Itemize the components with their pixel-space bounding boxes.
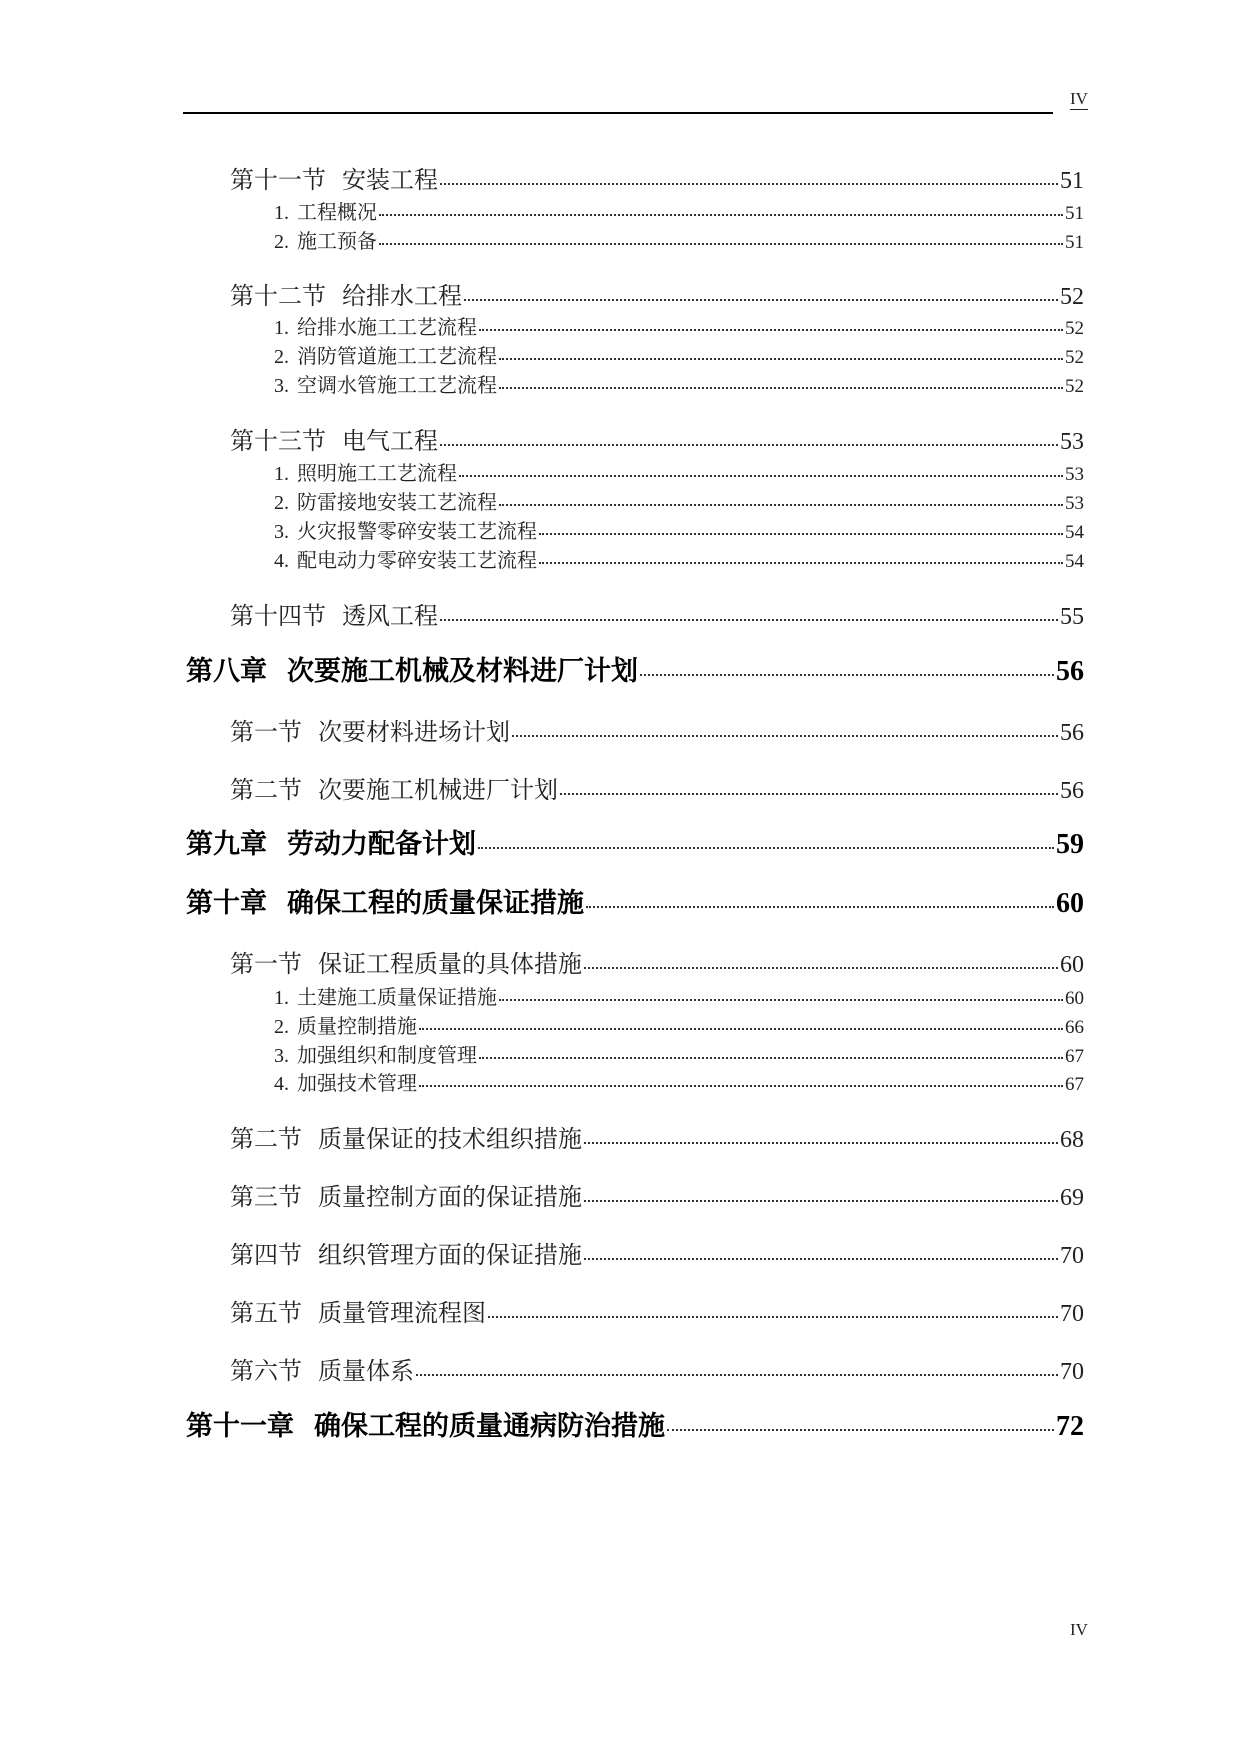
- toc-entry-heading: [230, 1293, 486, 1328]
- toc-subsection-entry[interactable]: [274, 457, 1084, 486]
- toc-page-number: 52: [1065, 347, 1084, 368]
- toc-entry-title: 确保工程的质量保证措施: [287, 888, 584, 919]
- toc-entry-title: 质量管理流程图: [318, 1299, 486, 1327]
- toc-entry-heading: [230, 712, 510, 747]
- toc-entry-number: 3.: [274, 375, 289, 397]
- toc-entry-number: 第十一章: [186, 1411, 294, 1442]
- toc-section-entry[interactable]: [230, 712, 1084, 747]
- toc-leader-dots: [379, 199, 1063, 219]
- toc-page-number: 56: [1060, 778, 1084, 804]
- toc-subsection-entry[interactable]: [274, 196, 1084, 225]
- toc-leader-dots: [379, 228, 1063, 248]
- toc-leader-dots: [539, 518, 1063, 538]
- toc-entry-title: 透风工程: [342, 602, 438, 630]
- toc-subsection-entry[interactable]: [274, 369, 1084, 398]
- toc-page-number: 54: [1065, 522, 1084, 543]
- toc-leader-dots: [584, 948, 1058, 972]
- toc-entry-title: 火灾报警零碎安装工艺流程: [297, 519, 537, 543]
- toc-leader-dots: [419, 1013, 1063, 1033]
- toc-entry-heading: [186, 649, 638, 688]
- toc-entry-number: 1.: [274, 202, 289, 224]
- toc-subsection-entry[interactable]: [274, 1067, 1084, 1096]
- toc-entry-title: 保证工程质量的具体措施: [318, 950, 582, 978]
- toc-entry-heading: [274, 1039, 477, 1068]
- toc-entry-number: 第八章: [186, 656, 267, 687]
- toc-entry-heading: [230, 1177, 582, 1212]
- toc-page-number: 70: [1060, 1243, 1084, 1269]
- toc-entry-heading: [186, 1404, 665, 1443]
- toc-entry-heading: [274, 311, 477, 340]
- toc-section-entry[interactable]: [230, 276, 1084, 311]
- toc-page-number: 66: [1065, 1017, 1084, 1038]
- toc-leader-dots: [539, 547, 1063, 567]
- toc-leader-dots: [419, 1070, 1063, 1090]
- toc-entry-number: 3.: [274, 1045, 289, 1067]
- toc-entry-number: 1.: [274, 463, 289, 485]
- toc-page-number: 54: [1065, 551, 1084, 572]
- toc-entry-heading: [274, 457, 457, 486]
- toc-entry-heading: [274, 544, 537, 573]
- toc-entry-number: 第五节: [230, 1299, 302, 1327]
- toc-entry-heading: [186, 822, 476, 861]
- toc-entry-number: 1.: [274, 987, 289, 1009]
- toc-leader-dots: [499, 372, 1063, 392]
- toc-entry-title: 给排水施工工艺流程: [297, 315, 477, 339]
- toc-subsection-entry[interactable]: [274, 340, 1084, 369]
- toc-section-entry[interactable]: [230, 1177, 1084, 1212]
- toc-leader-dots: [488, 1297, 1058, 1321]
- toc-leader-dots: [479, 1042, 1063, 1062]
- toc-leader-dots: [584, 1239, 1058, 1263]
- toc-page-number: 52: [1060, 284, 1084, 310]
- toc-entry-number: 2.: [274, 1016, 289, 1038]
- toc-page-number: 67: [1065, 1074, 1084, 1095]
- toc-section-entry[interactable]: [230, 1351, 1084, 1386]
- toc-subsection-entry[interactable]: [274, 515, 1084, 544]
- toc-entry-title: 质量体系: [318, 1357, 414, 1385]
- toc-leader-dots: [499, 984, 1063, 1004]
- toc-chapter-entry[interactable]: [186, 822, 1084, 861]
- toc-entry-heading: [274, 225, 377, 254]
- toc-entry-number: 第十三节: [230, 427, 326, 455]
- toc-page-number: 53: [1065, 464, 1084, 485]
- toc-entry-heading: [230, 160, 438, 195]
- toc-page-number: 51: [1065, 203, 1084, 224]
- toc-leader-dots: [499, 343, 1063, 363]
- toc-entry-title: 施工预备: [297, 229, 377, 253]
- toc-entry-title: 质量控制方面的保证措施: [318, 1183, 582, 1211]
- toc-entry-number: 第二节: [230, 776, 302, 804]
- toc-section-entry[interactable]: [230, 1293, 1084, 1328]
- toc-page-number: 69: [1060, 1185, 1084, 1211]
- toc-page-number: 52: [1065, 376, 1084, 397]
- toc-page-number: 67: [1065, 1046, 1084, 1067]
- toc-entry-title: 确保工程的质量通病防治措施: [314, 1411, 665, 1442]
- toc-entry-heading: [274, 340, 497, 369]
- toc-leader-dots: [584, 1181, 1058, 1205]
- toc-page-number: 68: [1060, 1127, 1084, 1153]
- toc-entry-title: 次要材料进场计划: [318, 718, 510, 746]
- toc-leader-dots: [667, 1408, 1054, 1435]
- toc-entry-number: 2.: [274, 231, 289, 253]
- toc-page-number: 53: [1065, 493, 1084, 514]
- toc-entry-heading: [274, 981, 497, 1010]
- toc-entry-title: 空调水管施工工艺流程: [297, 373, 497, 397]
- toc-entry-number: 2.: [274, 492, 289, 514]
- toc-chapter-entry[interactable]: [186, 649, 1084, 688]
- toc-page-number: 55: [1060, 604, 1084, 630]
- toc-page-number: 60: [1056, 888, 1084, 919]
- toc-section-entry[interactable]: [230, 944, 1084, 979]
- toc-leader-dots: [479, 314, 1063, 334]
- toc-entry-number: 第四节: [230, 1241, 302, 1269]
- toc-leader-dots: [459, 460, 1063, 480]
- toc-entry-number: 第十二节: [230, 282, 326, 310]
- toc-entry-heading: [230, 1351, 414, 1386]
- toc-entry-title: 加强技术管理: [297, 1071, 417, 1095]
- toc-entry-heading: [230, 421, 438, 456]
- toc-leader-dots: [586, 885, 1054, 912]
- toc-page-number: 59: [1056, 829, 1084, 860]
- toc-entry-heading: [274, 1067, 417, 1096]
- toc-leader-dots: [499, 489, 1063, 509]
- header-page-number: IV: [1070, 89, 1088, 108]
- toc-entry-heading: [230, 770, 558, 805]
- toc-subsection-entry[interactable]: [274, 544, 1084, 573]
- toc-entry-number: 第二节: [230, 1125, 302, 1153]
- toc-entry-title: 次要施工机械及材料进厂计划: [287, 656, 638, 687]
- toc-leader-dots: [478, 826, 1054, 853]
- toc-entry-number: 第一节: [230, 718, 302, 746]
- toc-entry-heading: [274, 515, 537, 544]
- toc-page-number: 60: [1065, 988, 1084, 1009]
- toc-entry-title: 防雷接地安装工艺流程: [297, 490, 497, 514]
- toc-entry-heading: [274, 196, 377, 225]
- toc-entry-number: 第九章: [186, 829, 267, 860]
- toc-subsection-entry[interactable]: [274, 1010, 1084, 1039]
- toc-page-number: 60: [1060, 952, 1084, 978]
- toc-entry-title: 次要施工机械进厂计划: [318, 776, 558, 804]
- toc-entry-number: 1.: [274, 317, 289, 339]
- toc-page-number: 53: [1060, 429, 1084, 455]
- toc-entry-heading: [186, 881, 584, 920]
- toc-section-entry[interactable]: [230, 1119, 1084, 1154]
- toc-page-number: 51: [1065, 232, 1084, 253]
- toc-subsection-entry[interactable]: [274, 311, 1084, 340]
- toc-entry-number: 第六节: [230, 1357, 302, 1385]
- toc-entry-title: 组织管理方面的保证措施: [318, 1241, 582, 1269]
- toc-entry-number: 3.: [274, 521, 289, 543]
- toc-entry-number: 第三节: [230, 1183, 302, 1211]
- toc-section-entry[interactable]: [230, 596, 1084, 631]
- toc-entry-title: 配电动力零碎安装工艺流程: [297, 548, 537, 572]
- toc-entry-heading: [274, 369, 497, 398]
- toc-entry-number: 4.: [274, 550, 289, 572]
- toc-leader-dots: [416, 1355, 1058, 1379]
- toc-section-entry[interactable]: [230, 421, 1084, 456]
- toc-entry-heading: [230, 1235, 582, 1270]
- toc-entry-heading: [274, 486, 497, 515]
- toc-entry-number: 4.: [274, 1073, 289, 1095]
- toc-page-number: 56: [1060, 720, 1084, 746]
- toc-entry-title: 安装工程: [342, 166, 438, 194]
- toc-entry-heading: [230, 944, 582, 979]
- toc-entry-number: 第十章: [186, 888, 267, 919]
- toc-page-number: 51: [1060, 168, 1084, 194]
- toc-page-number: 70: [1060, 1301, 1084, 1327]
- toc-entry-number: 第十四节: [230, 602, 326, 630]
- toc-entry-title: 劳动力配备计划: [287, 829, 476, 860]
- toc-leader-dots: [464, 280, 1058, 304]
- toc-leader-dots: [640, 653, 1054, 680]
- toc-entry-title: 质量保证的技术组织措施: [318, 1125, 582, 1153]
- toc-chapter-entry[interactable]: [186, 1404, 1084, 1443]
- toc-section-entry[interactable]: [230, 1235, 1084, 1270]
- toc-page-number: 70: [1060, 1359, 1084, 1385]
- toc-entry-heading: [230, 276, 462, 311]
- toc-leader-dots: [512, 716, 1058, 740]
- toc-entry-heading: [274, 1010, 417, 1039]
- toc-entry-title: 工程概况: [297, 200, 377, 224]
- toc-leader-dots: [560, 774, 1058, 798]
- toc-page-number: 72: [1056, 1411, 1084, 1442]
- toc-entry-title: 给排水工程: [342, 282, 462, 310]
- toc-entry-title: 土建施工质量保证措施: [297, 985, 497, 1009]
- toc-leader-dots: [440, 425, 1058, 449]
- toc-entry-title: 加强组织和制度管理: [297, 1043, 477, 1067]
- toc-subsection-entry[interactable]: [274, 981, 1084, 1010]
- toc-entry-number: 第十一节: [230, 166, 326, 194]
- toc-page-number: 56: [1056, 656, 1084, 687]
- toc-subsection-entry[interactable]: [274, 225, 1084, 254]
- toc-entry-number: 第一节: [230, 950, 302, 978]
- toc-chapter-entry[interactable]: [186, 881, 1084, 920]
- toc-leader-dots: [440, 600, 1058, 624]
- toc-entry-heading: [230, 1119, 582, 1154]
- toc-entry-heading: [230, 596, 438, 631]
- toc-entry-title: 照明施工工艺流程: [297, 461, 457, 485]
- toc-subsection-entry[interactable]: [274, 1039, 1084, 1068]
- toc-entry-title: 电气工程: [342, 427, 438, 455]
- toc-leader-dots: [440, 164, 1058, 188]
- toc-leader-dots: [584, 1123, 1058, 1147]
- toc-entry-title: 质量控制措施: [297, 1014, 417, 1038]
- toc-section-entry[interactable]: [230, 160, 1084, 195]
- toc-page-number: 52: [1065, 318, 1084, 339]
- footer-page-number: IV: [1070, 1620, 1088, 1639]
- toc-subsection-entry[interactable]: [274, 486, 1084, 515]
- toc-entry-title: 消防管道施工工艺流程: [297, 344, 497, 368]
- toc-section-entry[interactable]: [230, 770, 1084, 805]
- header-rule: [183, 112, 1053, 114]
- toc-entry-number: 2.: [274, 346, 289, 368]
